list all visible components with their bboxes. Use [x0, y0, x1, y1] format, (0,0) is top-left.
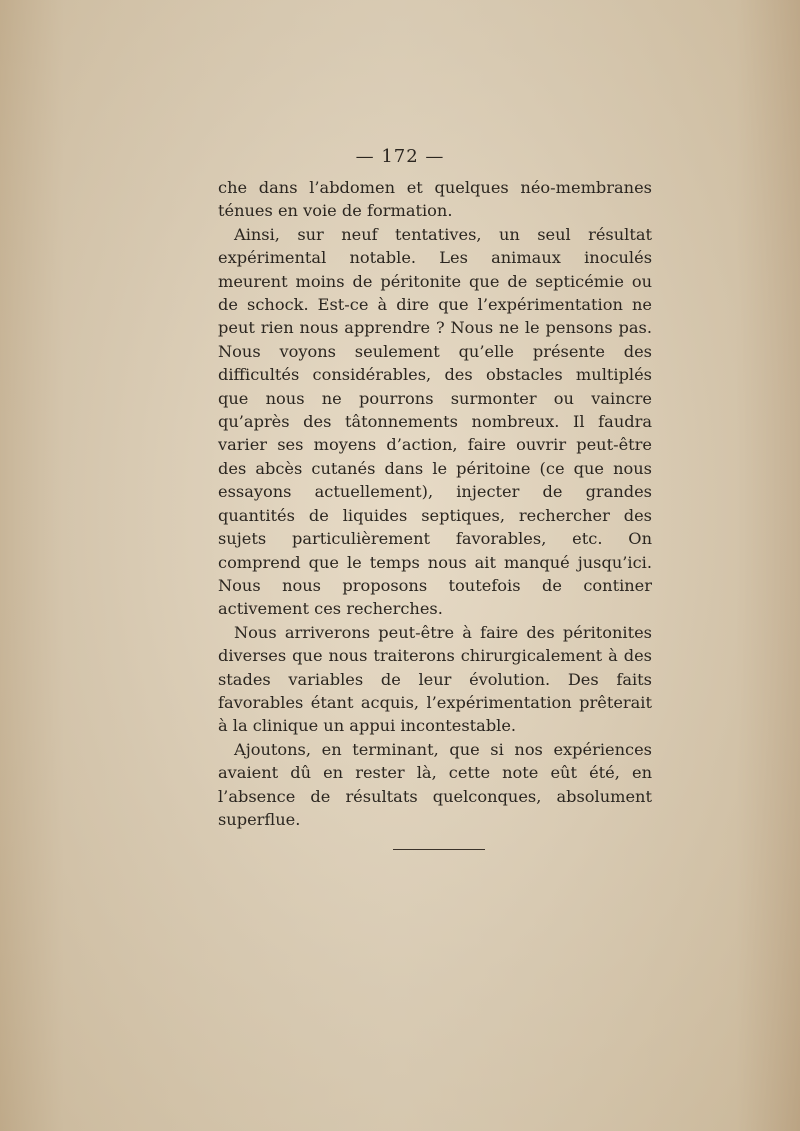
paragraph-4: Ajoutons, en terminant, que si nos expériences avaient dû en rester là, cette note eût été, en l’absence de résultats quelconques, absolument superflue.: [218, 739, 652, 829]
paragraph-3: Nous arriverons peut-être à faire des péritonites diverses que nous traiterons chirurgicalement à des stades variables de leur évolution. Des faits favorables étant acquis, l’expérimentation prêterait à la clinique un appui incontestable.: [218, 622, 652, 736]
paragraph-1: che dans l’abdomen et quelques néo-membranes ténues en voie de formation.: [218, 178, 652, 221]
page-number: — 172 —: [355, 146, 445, 167]
paragraph-2: Ainsi, sur neuf tentatives, un seul résultat expérimental notable. Les animaux inoculés meurent moins de péritonite que de septicémie ou de schock. Est-ce à dire que l’expérimentation ne peut rien nous apprendre ? Nous ne le pensons pas. Nous voyons seulement qu’elle présente des difficultés considérables, des obstacles multiplés que nous ne pourrons surmonter ou vaincre qu’après des tâtonnements nombreux. Il faudra varier ses moyens d’action, faire ouvrir peut-être des abcès cutanés dans le péritoine (ce que nous essayons actuellement), injecter de grandes quantités de liquides septiques, rechercher des sujets particulièrement favorables, etc. On comprend que le temps nous ait manqué jusqu’ici. Nous nous proposons toutefois de continer activement ces recherches.: [218, 224, 652, 619]
body-text: [218, 176, 652, 831]
end-rule: [393, 849, 485, 850]
